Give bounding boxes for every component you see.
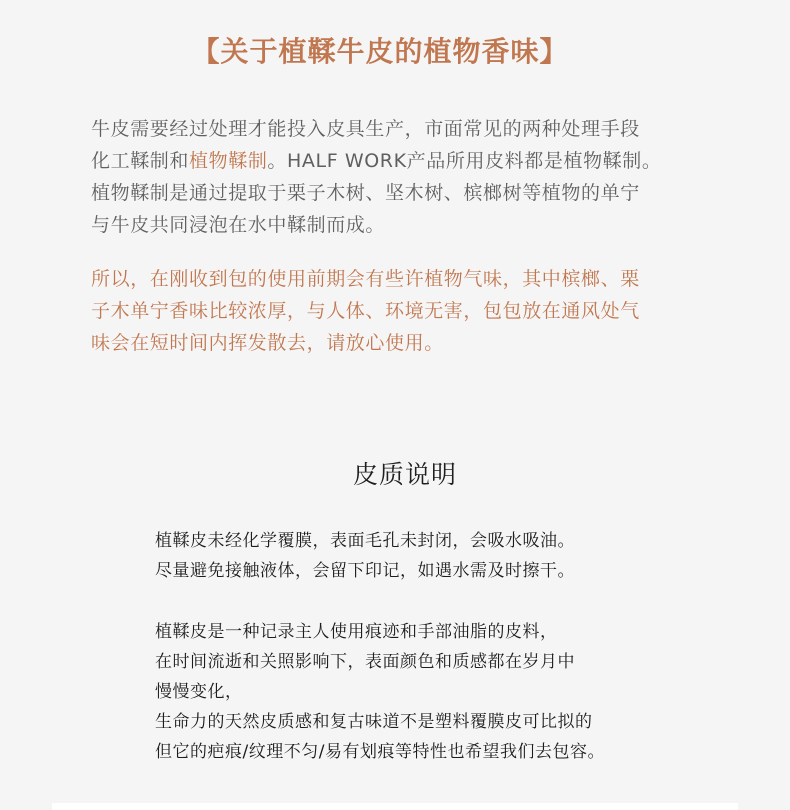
care-line-1: 植鞣皮未经化学覆膜，表面毛孔未封闭，会吸水吸油。 — [155, 531, 575, 551]
veg-tan-highlight: 植物鞣制 — [189, 150, 268, 172]
notice-line-1: 所以，在刚收到包的使用前期会有些许植物气味，其中槟榔、栗 — [91, 268, 640, 290]
character-line-2: 在时间流逝和关照影响下，表面颜色和质感都在岁月中 — [155, 652, 575, 672]
intro-line-3: 植物鞣制是通过提取于栗子木树、坚木树、槟榔树等植物的单宁 — [91, 182, 640, 204]
character-line-3: 慢慢变化， — [155, 682, 243, 702]
intro-line-2-suffix: 。HALF WORK产品所用皮料都是植物鞣制。 — [267, 150, 662, 172]
leather-character-block — [155, 617, 755, 767]
character-line-1: 植鞣皮是一种记录主人使用痕迹和手部油脂的皮料， — [155, 622, 558, 642]
intro-line-2 — [91, 145, 741, 177]
notice-line-2: 子木单宁香味比较浓厚，与人体、环境无害，包包放在通风处气 — [91, 300, 640, 322]
intro-paragraph — [91, 113, 741, 241]
leather-care-block — [155, 526, 755, 586]
intro-line-2-prefix: 化工鞣制和 — [91, 150, 190, 172]
notice-paragraph — [91, 263, 741, 359]
character-line-4: 生命力的天然皮质感和复古味道不是塑料覆膜皮可比拟的 — [155, 712, 593, 732]
character-line-5: 但它的疤痕/纹理不匀/易有划痕等特性也希望我们去包容。 — [155, 742, 605, 762]
bottom-divider — [52, 803, 738, 810]
leather-title: 皮质说明 — [352, 460, 457, 489]
intro-line-4: 与牛皮共同浸泡在水中鞣制而成。 — [91, 214, 386, 236]
notice-line-3: 味会在短时间内挥发散去，请放心使用。 — [91, 332, 444, 354]
intro-line-1: 牛皮需要经过处理才能投入皮具生产，市面常见的两种处理手段 — [91, 118, 640, 140]
care-line-2: 尽量避免接触液体，会留下印记，如遇水需及时擦干。 — [155, 561, 575, 581]
section-title: 【关于植鞣牛皮的植物香味】 — [191, 35, 569, 68]
